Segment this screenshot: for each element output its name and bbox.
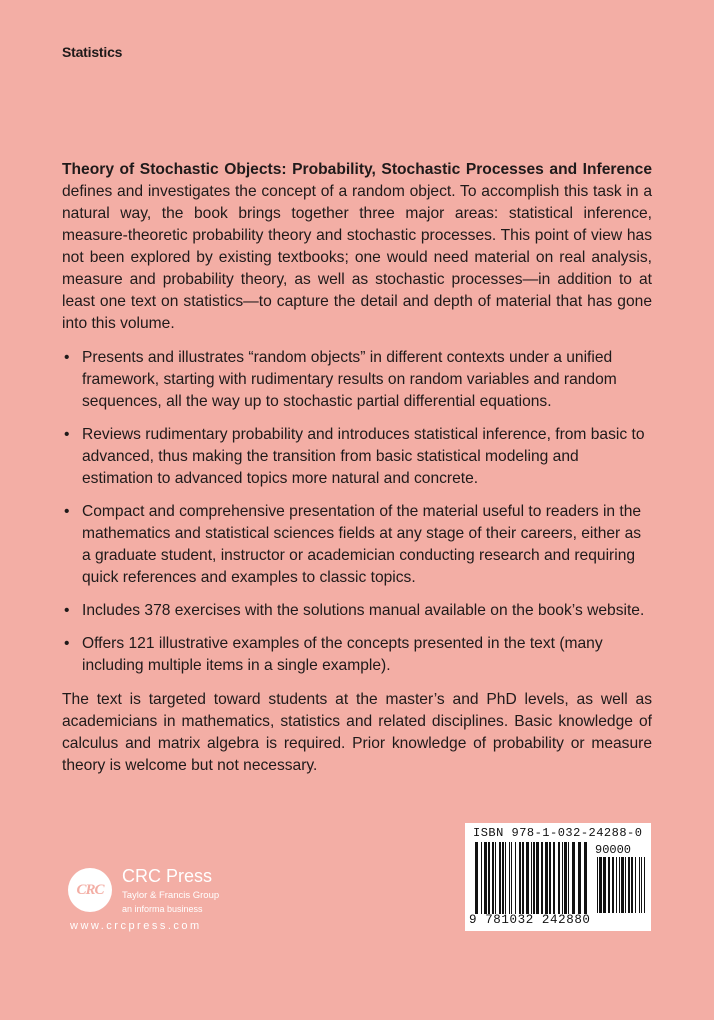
isbn-barcode (465, 823, 651, 931)
barcode-bar (495, 842, 496, 914)
intro-text: defines and investigates the concept of a random object. To accomplish this task in a natural way, the book brings together three major areas: statistical inference, measure-theoretic probability theory and stochastic processes. This point of view has not been explored by existing textbooks; one would need material on real analysis, measure and probability theory, as well as stochastic processes—in addition to at least one text on statistics—to capture the detail and depth of material that has gone into this volume. (62, 183, 652, 332)
barcode-bar (635, 857, 636, 913)
publisher-name: CRC Press (122, 866, 213, 886)
barcode-bar (641, 857, 642, 913)
publisher-url: www.crcpress.com (70, 920, 202, 932)
barcode-bar (608, 857, 610, 913)
category-label: Statistics (62, 44, 123, 60)
barcode-bar (568, 842, 569, 914)
barcode-bar (558, 842, 560, 914)
barcode-bar (553, 842, 555, 914)
barcode-bar (631, 857, 633, 913)
barcode-bar (475, 842, 478, 914)
feature-item: • Presents and illustrates “random objects” in different contexts under a unified framework, starting with rudimentary results on random variables and random sequences, all the way up to stochastic partial differential equations. (62, 347, 652, 413)
barcode-bar (484, 842, 487, 914)
barcode-bar (536, 842, 539, 914)
intro-paragraph (62, 159, 652, 335)
barcode-bar (612, 857, 614, 913)
barcode-bar (639, 857, 640, 913)
barcode-bar (522, 842, 524, 914)
feature-item: • Compact and comprehensive presentation of the material useful to readers in the mathematics and statistical sciences fields at any stage of their careers, either as a graduate student, instructor or academician conducting research and requiring quick references and examples to classic topics. (62, 501, 652, 589)
barcode-bar (533, 842, 535, 914)
barcode-bar (526, 842, 529, 914)
publisher-logo (68, 864, 268, 944)
barcode-bar (616, 857, 617, 913)
feature-item: • Reviews rudimentary probability and introduces statistical inference, from basic to advanced, thus making the transition from basic statistical modeling and estimation to advanced topics more natural and concrete. (62, 424, 652, 490)
publisher-tagline: an informa business (122, 904, 203, 914)
barcode-bar (545, 842, 548, 914)
barcode-addon-bars-icon (597, 857, 645, 913)
barcode-bar (628, 857, 630, 913)
barcode-bar (572, 842, 575, 914)
barcode-bar (519, 842, 521, 914)
barcode-number: 9 781032 242880 (469, 913, 591, 927)
isbn-label: ISBN 978-1-032-24288-0 (473, 826, 643, 840)
barcode-bar (488, 842, 490, 914)
barcode-bar (597, 857, 598, 913)
feature-list (62, 347, 652, 677)
barcode-bar (584, 842, 587, 914)
barcode-bars-icon (475, 842, 589, 914)
barcode-bar (492, 842, 494, 914)
barcode-bar (625, 857, 626, 913)
barcode-bar (531, 842, 532, 914)
barcode-bar (603, 857, 606, 913)
barcode-bar (549, 842, 551, 914)
feature-item: • Offers 121 illustrative examples of the concepts presented in the text (many including multiple items in a single example). (62, 633, 652, 677)
barcode-bar (499, 842, 501, 914)
barcode-bar (502, 842, 504, 914)
barcode-bar (505, 842, 506, 914)
barcode-bar (619, 857, 620, 913)
barcode-bar (644, 857, 645, 913)
back-cover-description (62, 159, 652, 777)
price-code: 90000 (595, 843, 632, 857)
publisher-group: Taylor & Francis Group (122, 890, 220, 901)
barcode-bar (564, 842, 567, 914)
crc-logo-mark: CRC (76, 881, 104, 898)
barcode-bar (562, 842, 563, 914)
barcode-bar (621, 857, 624, 913)
crc-logo-icon (68, 868, 112, 912)
barcode-bar (515, 842, 516, 914)
closing-paragraph: The text is targeted toward students at the master’s and PhD levels, as well as academicians in mathematics, statistics and related disciplines. Basic knowledge of calculus and matrix algebra is required. Prior knowledge of probability or measure theory is welcome but not necessary. (62, 691, 652, 774)
barcode-bar (599, 857, 602, 913)
book-title: Theory of Stochastic Objects: Probability, Stochastic Processes and Inference (62, 161, 652, 178)
barcode-bar (511, 842, 512, 914)
barcode-bar (509, 842, 510, 914)
barcode-bar (541, 842, 543, 914)
feature-item: • Includes 378 exercises with the solutions manual available on the book’s website. (62, 600, 652, 622)
barcode-bar (481, 842, 482, 914)
barcode-bar (578, 842, 581, 914)
